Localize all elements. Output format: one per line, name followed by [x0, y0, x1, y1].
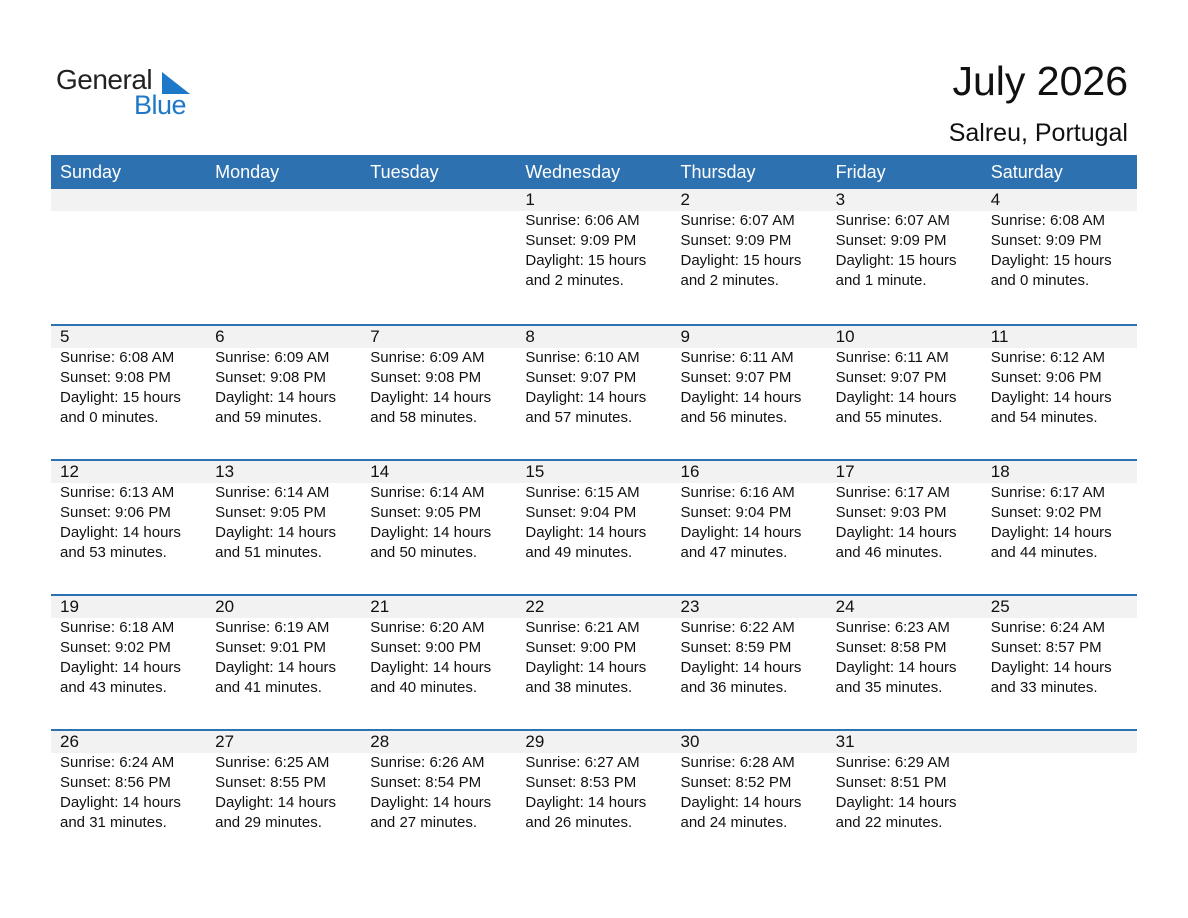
- week-row: [51, 459, 1137, 594]
- daylight-minutes-text: and 35 minutes.: [835, 679, 943, 696]
- day-cell: [827, 596, 982, 698]
- day-cell: [982, 461, 1137, 563]
- sunset-text: Sunset: 8:58 PM: [835, 639, 947, 656]
- weekday-header-row: [51, 155, 1137, 189]
- daylight-minutes-text: and 43 minutes.: [60, 679, 167, 696]
- day-number: 6: [215, 327, 225, 346]
- sunrise-text: Sunrise: 6:17 AM: [990, 484, 1105, 501]
- daylight-text: Daylight: 14 hours: [525, 389, 647, 406]
- sunrise-text: Sunrise: 6:19 AM: [215, 619, 330, 636]
- weeks-container: [51, 189, 1137, 864]
- daylight-text: Daylight: 15 hours: [525, 252, 647, 269]
- day-cell: [672, 461, 827, 563]
- sunset-text: Sunset: 9:08 PM: [60, 369, 171, 386]
- day-number: 22: [525, 597, 545, 616]
- daylight-text: Daylight: 15 hours: [835, 252, 957, 269]
- sunrise-text: Sunrise: 6:22 AM: [680, 619, 795, 636]
- day-cell: [672, 326, 827, 428]
- day-cell: [206, 326, 361, 428]
- sunrise-text: Sunrise: 6:07 AM: [680, 212, 795, 229]
- day-number: 4: [990, 190, 1001, 209]
- sunset-text: Sunset: 8:55 PM: [215, 774, 327, 791]
- day-number: 21: [370, 597, 390, 616]
- daylight-minutes-text: and 1 minute.: [835, 272, 927, 289]
- day-number: 11: [990, 327, 1009, 346]
- sunset-text: Sunset: 9:04 PM: [525, 504, 637, 521]
- day-cell: [516, 596, 671, 698]
- sunrise-text: Sunrise: 6:27 AM: [525, 754, 640, 771]
- daylight-minutes-text: and 26 minutes.: [525, 814, 633, 831]
- daylight-minutes-text: and 49 minutes.: [525, 544, 633, 561]
- sunset-text: Sunset: 9:07 PM: [525, 369, 637, 386]
- sunrise-text: Sunrise: 6:29 AM: [835, 754, 950, 771]
- daylight-minutes-text: and 59 minutes.: [215, 409, 322, 426]
- day-cell: [516, 731, 671, 833]
- daylight-text: Daylight: 14 hours: [680, 524, 802, 541]
- logo-word-blue: Blue: [134, 90, 187, 120]
- daylight-minutes-text: and 29 minutes.: [215, 814, 322, 831]
- sunset-text: Sunset: 9:02 PM: [60, 639, 171, 656]
- sunrise-text: Sunrise: 6:15 AM: [525, 484, 640, 501]
- week-grid: [51, 596, 1137, 698]
- daylight-minutes-text: and 2 minutes.: [680, 272, 779, 289]
- day-number: 31: [835, 732, 855, 751]
- sunset-text: Sunset: 9:06 PM: [990, 369, 1102, 386]
- sunset-text: Sunset: 9:09 PM: [680, 232, 792, 249]
- week-grid: [51, 189, 1137, 291]
- page-title: July 2026: [952, 58, 1128, 104]
- sunrise-text: Sunrise: 6:16 AM: [680, 484, 795, 501]
- daylight-minutes-text: and 57 minutes.: [525, 409, 633, 426]
- week-grid: [51, 731, 1137, 833]
- weekday-header: Sunday: [60, 162, 122, 182]
- day-number: 25: [990, 597, 1010, 616]
- day-number: 26: [60, 732, 79, 751]
- week-row: [51, 189, 1137, 324]
- daylight-minutes-text: and 53 minutes.: [60, 544, 167, 561]
- daylight-minutes-text: and 47 minutes.: [680, 544, 788, 561]
- sunset-text: Sunset: 9:01 PM: [215, 639, 327, 656]
- sunrise-text: Sunrise: 6:25 AM: [215, 754, 330, 771]
- day-cell: [361, 596, 516, 698]
- day-cell: [51, 461, 206, 563]
- daylight-text: Daylight: 14 hours: [60, 659, 181, 676]
- daylight-text: Daylight: 14 hours: [215, 524, 337, 541]
- day-number: 18: [990, 462, 1010, 481]
- sunrise-text: Sunrise: 6:24 AM: [60, 754, 175, 771]
- sunrise-text: Sunrise: 6:14 AM: [215, 484, 330, 501]
- day-number: 23: [680, 597, 700, 616]
- sunset-text: Sunset: 9:08 PM: [215, 369, 327, 386]
- daylight-text: Daylight: 14 hours: [835, 659, 957, 676]
- day-cell: [51, 596, 206, 698]
- day-cell: [361, 326, 516, 428]
- day-cell: [516, 326, 671, 428]
- daylight-minutes-text: and 38 minutes.: [525, 679, 633, 696]
- day-cell: [982, 326, 1137, 428]
- day-cell: [361, 461, 516, 563]
- sunrise-text: Sunrise: 6:08 AM: [990, 212, 1105, 229]
- sunset-text: Sunset: 9:00 PM: [525, 639, 637, 656]
- sunrise-text: Sunrise: 6:20 AM: [370, 619, 485, 636]
- daylight-minutes-text: and 46 minutes.: [835, 544, 943, 561]
- daylight-minutes-text: and 41 minutes.: [215, 679, 322, 696]
- day-cell: [982, 596, 1137, 698]
- daylight-text: Daylight: 14 hours: [370, 794, 492, 811]
- daylight-text: Daylight: 14 hours: [835, 794, 957, 811]
- day-number: 9: [680, 327, 690, 346]
- sunrise-text: Sunrise: 6:09 AM: [215, 349, 330, 366]
- logo: [56, 64, 216, 120]
- weekday-header: Thursday: [680, 162, 756, 182]
- sunset-text: Sunset: 8:52 PM: [680, 774, 792, 791]
- daylight-text: Daylight: 14 hours: [680, 794, 802, 811]
- sunrise-text: Sunrise: 6:11 AM: [835, 349, 949, 366]
- empty-day-cell: [206, 189, 361, 291]
- sunset-text: Sunset: 9:06 PM: [60, 504, 171, 521]
- weekday-header: Monday: [215, 162, 280, 182]
- week-grid: [51, 461, 1137, 563]
- day-number: 15: [525, 462, 545, 481]
- sunset-text: Sunset: 8:57 PM: [990, 639, 1102, 656]
- sunrise-text: Sunrise: 6:23 AM: [835, 619, 950, 636]
- weekday-header: Tuesday: [370, 162, 439, 182]
- day-number: 1: [525, 190, 535, 209]
- day-cell: [516, 189, 671, 291]
- daylight-minutes-text: and 31 minutes.: [60, 814, 167, 831]
- sunrise-text: Sunrise: 6:12 AM: [990, 349, 1105, 366]
- daylight-text: Daylight: 14 hours: [990, 524, 1112, 541]
- day-number: 28: [370, 732, 390, 751]
- daylight-text: Daylight: 14 hours: [525, 794, 647, 811]
- sunrise-text: Sunrise: 6:28 AM: [680, 754, 795, 771]
- sunrise-text: Sunrise: 6:13 AM: [60, 484, 175, 501]
- sunset-text: Sunset: 9:09 PM: [835, 232, 947, 249]
- day-cell: [51, 326, 206, 428]
- day-cell: [51, 731, 206, 833]
- week-row: [51, 324, 1137, 459]
- day-number: 16: [680, 462, 700, 481]
- sunset-text: Sunset: 9:05 PM: [370, 504, 482, 521]
- day-cell: [827, 189, 982, 291]
- daylight-text: Daylight: 14 hours: [370, 389, 492, 406]
- daylight-minutes-text: and 2 minutes.: [525, 272, 624, 289]
- daylight-minutes-text: and 44 minutes.: [990, 544, 1098, 561]
- weekday-header: Saturday: [990, 162, 1063, 182]
- daylight-minutes-text: and 22 minutes.: [835, 814, 943, 831]
- sunrise-text: Sunrise: 6:18 AM: [60, 619, 175, 636]
- day-cell: [206, 461, 361, 563]
- sunset-text: Sunset: 9:02 PM: [990, 504, 1102, 521]
- day-cell: [206, 731, 361, 833]
- daylight-minutes-text: and 0 minutes.: [990, 272, 1090, 289]
- day-number: 8: [525, 327, 535, 346]
- day-number: 27: [215, 732, 235, 751]
- location-subtitle: Salreu, Portugal: [948, 119, 1128, 147]
- daylight-minutes-text: and 56 minutes.: [680, 409, 788, 426]
- sunset-text: Sunset: 9:04 PM: [680, 504, 792, 521]
- day-number: 24: [835, 597, 855, 616]
- daylight-text: Daylight: 14 hours: [525, 524, 647, 541]
- day-cell: [827, 731, 982, 833]
- sunset-text: Sunset: 9:03 PM: [835, 504, 947, 521]
- day-cell: [672, 596, 827, 698]
- daylight-text: Daylight: 14 hours: [835, 389, 957, 406]
- week-row: [51, 729, 1137, 864]
- sunrise-text: Sunrise: 6:10 AM: [525, 349, 640, 366]
- daylight-minutes-text: and 50 minutes.: [370, 544, 477, 561]
- sunset-text: Sunset: 8:59 PM: [680, 639, 792, 656]
- day-number: 7: [370, 327, 380, 346]
- daylight-text: Daylight: 14 hours: [990, 389, 1112, 406]
- daylight-minutes-text: and 54 minutes.: [990, 409, 1098, 426]
- sunset-text: Sunset: 9:07 PM: [835, 369, 947, 386]
- sunset-text: Sunset: 8:51 PM: [835, 774, 947, 791]
- daylight-minutes-text: and 27 minutes.: [370, 814, 477, 831]
- daylight-text: Daylight: 14 hours: [60, 794, 181, 811]
- sunrise-text: Sunrise: 6:06 AM: [525, 212, 640, 229]
- weekday-header: Wednesday: [525, 162, 621, 182]
- day-number: 14: [370, 462, 390, 481]
- daylight-minutes-text: and 40 minutes.: [370, 679, 477, 696]
- day-number: 30: [680, 732, 700, 751]
- empty-day-cell: [982, 731, 1137, 833]
- day-cell: [672, 731, 827, 833]
- daylight-text: Daylight: 14 hours: [370, 659, 492, 676]
- daylight-minutes-text: and 36 minutes.: [680, 679, 788, 696]
- sunset-text: Sunset: 9:05 PM: [215, 504, 327, 521]
- daylight-text: Daylight: 14 hours: [990, 659, 1112, 676]
- day-cell: [982, 189, 1137, 291]
- calendar: [51, 155, 1137, 864]
- sunset-text: Sunset: 9:09 PM: [525, 232, 637, 249]
- sunset-text: Sunset: 9:09 PM: [990, 232, 1102, 249]
- weekday-header: Friday: [835, 162, 886, 182]
- sunset-text: Sunset: 9:00 PM: [370, 639, 482, 656]
- day-number: 13: [215, 462, 235, 481]
- day-number: 29: [525, 732, 545, 751]
- day-cell: [672, 189, 827, 291]
- daylight-text: Daylight: 14 hours: [215, 659, 337, 676]
- empty-day-cell: [51, 189, 206, 291]
- day-number: 10: [835, 327, 855, 346]
- daylight-minutes-text: and 0 minutes.: [60, 409, 159, 426]
- sunset-text: Sunset: 9:07 PM: [680, 369, 792, 386]
- empty-day-cell: [361, 189, 516, 291]
- sunrise-text: Sunrise: 6:14 AM: [370, 484, 485, 501]
- week-grid: [51, 326, 1137, 428]
- daylight-text: Daylight: 14 hours: [215, 389, 337, 406]
- daylight-minutes-text: and 58 minutes.: [370, 409, 477, 426]
- day-number: 3: [835, 190, 846, 209]
- day-number: 17: [835, 462, 855, 481]
- day-cell: [516, 461, 671, 563]
- sunset-text: Sunset: 9:08 PM: [370, 369, 482, 386]
- day-number: 5: [60, 327, 70, 346]
- daylight-text: Daylight: 14 hours: [680, 389, 802, 406]
- day-number: 12: [60, 462, 79, 481]
- sunset-text: Sunset: 8:54 PM: [370, 774, 482, 791]
- sunrise-text: Sunrise: 6:07 AM: [835, 212, 950, 229]
- week-row: [51, 594, 1137, 729]
- daylight-minutes-text: and 55 minutes.: [835, 409, 943, 426]
- sunrise-text: Sunrise: 6:21 AM: [525, 619, 640, 636]
- sunset-text: Sunset: 8:53 PM: [525, 774, 637, 791]
- daylight-text: Daylight: 14 hours: [525, 659, 647, 676]
- daylight-text: Daylight: 14 hours: [215, 794, 337, 811]
- day-number: 2: [680, 190, 690, 209]
- sunrise-text: Sunrise: 6:24 AM: [990, 619, 1105, 636]
- daylight-minutes-text: and 24 minutes.: [680, 814, 788, 831]
- sunrise-text: Sunrise: 6:09 AM: [370, 349, 485, 366]
- sunrise-text: Sunrise: 6:08 AM: [60, 349, 175, 366]
- daylight-text: Daylight: 15 hours: [990, 252, 1112, 269]
- daylight-text: Daylight: 15 hours: [680, 252, 802, 269]
- daylight-minutes-text: and 33 minutes.: [990, 679, 1098, 696]
- daylight-text: Daylight: 14 hours: [370, 524, 492, 541]
- daylight-text: Daylight: 15 hours: [60, 389, 181, 406]
- day-number: 20: [215, 597, 235, 616]
- sunset-text: Sunset: 8:56 PM: [60, 774, 171, 791]
- day-cell: [827, 461, 982, 563]
- logo-word-general: General: [56, 64, 153, 95]
- day-number: 19: [60, 597, 79, 616]
- daylight-text: Daylight: 14 hours: [835, 524, 957, 541]
- day-cell: [361, 731, 516, 833]
- daylight-minutes-text: and 51 minutes.: [215, 544, 322, 561]
- sunrise-text: Sunrise: 6:11 AM: [680, 349, 794, 366]
- sunrise-text: Sunrise: 6:17 AM: [835, 484, 950, 501]
- daylight-text: Daylight: 14 hours: [680, 659, 802, 676]
- daylight-text: Daylight: 14 hours: [60, 524, 181, 541]
- sunrise-text: Sunrise: 6:26 AM: [370, 754, 485, 771]
- day-cell: [206, 596, 361, 698]
- day-cell: [827, 326, 982, 428]
